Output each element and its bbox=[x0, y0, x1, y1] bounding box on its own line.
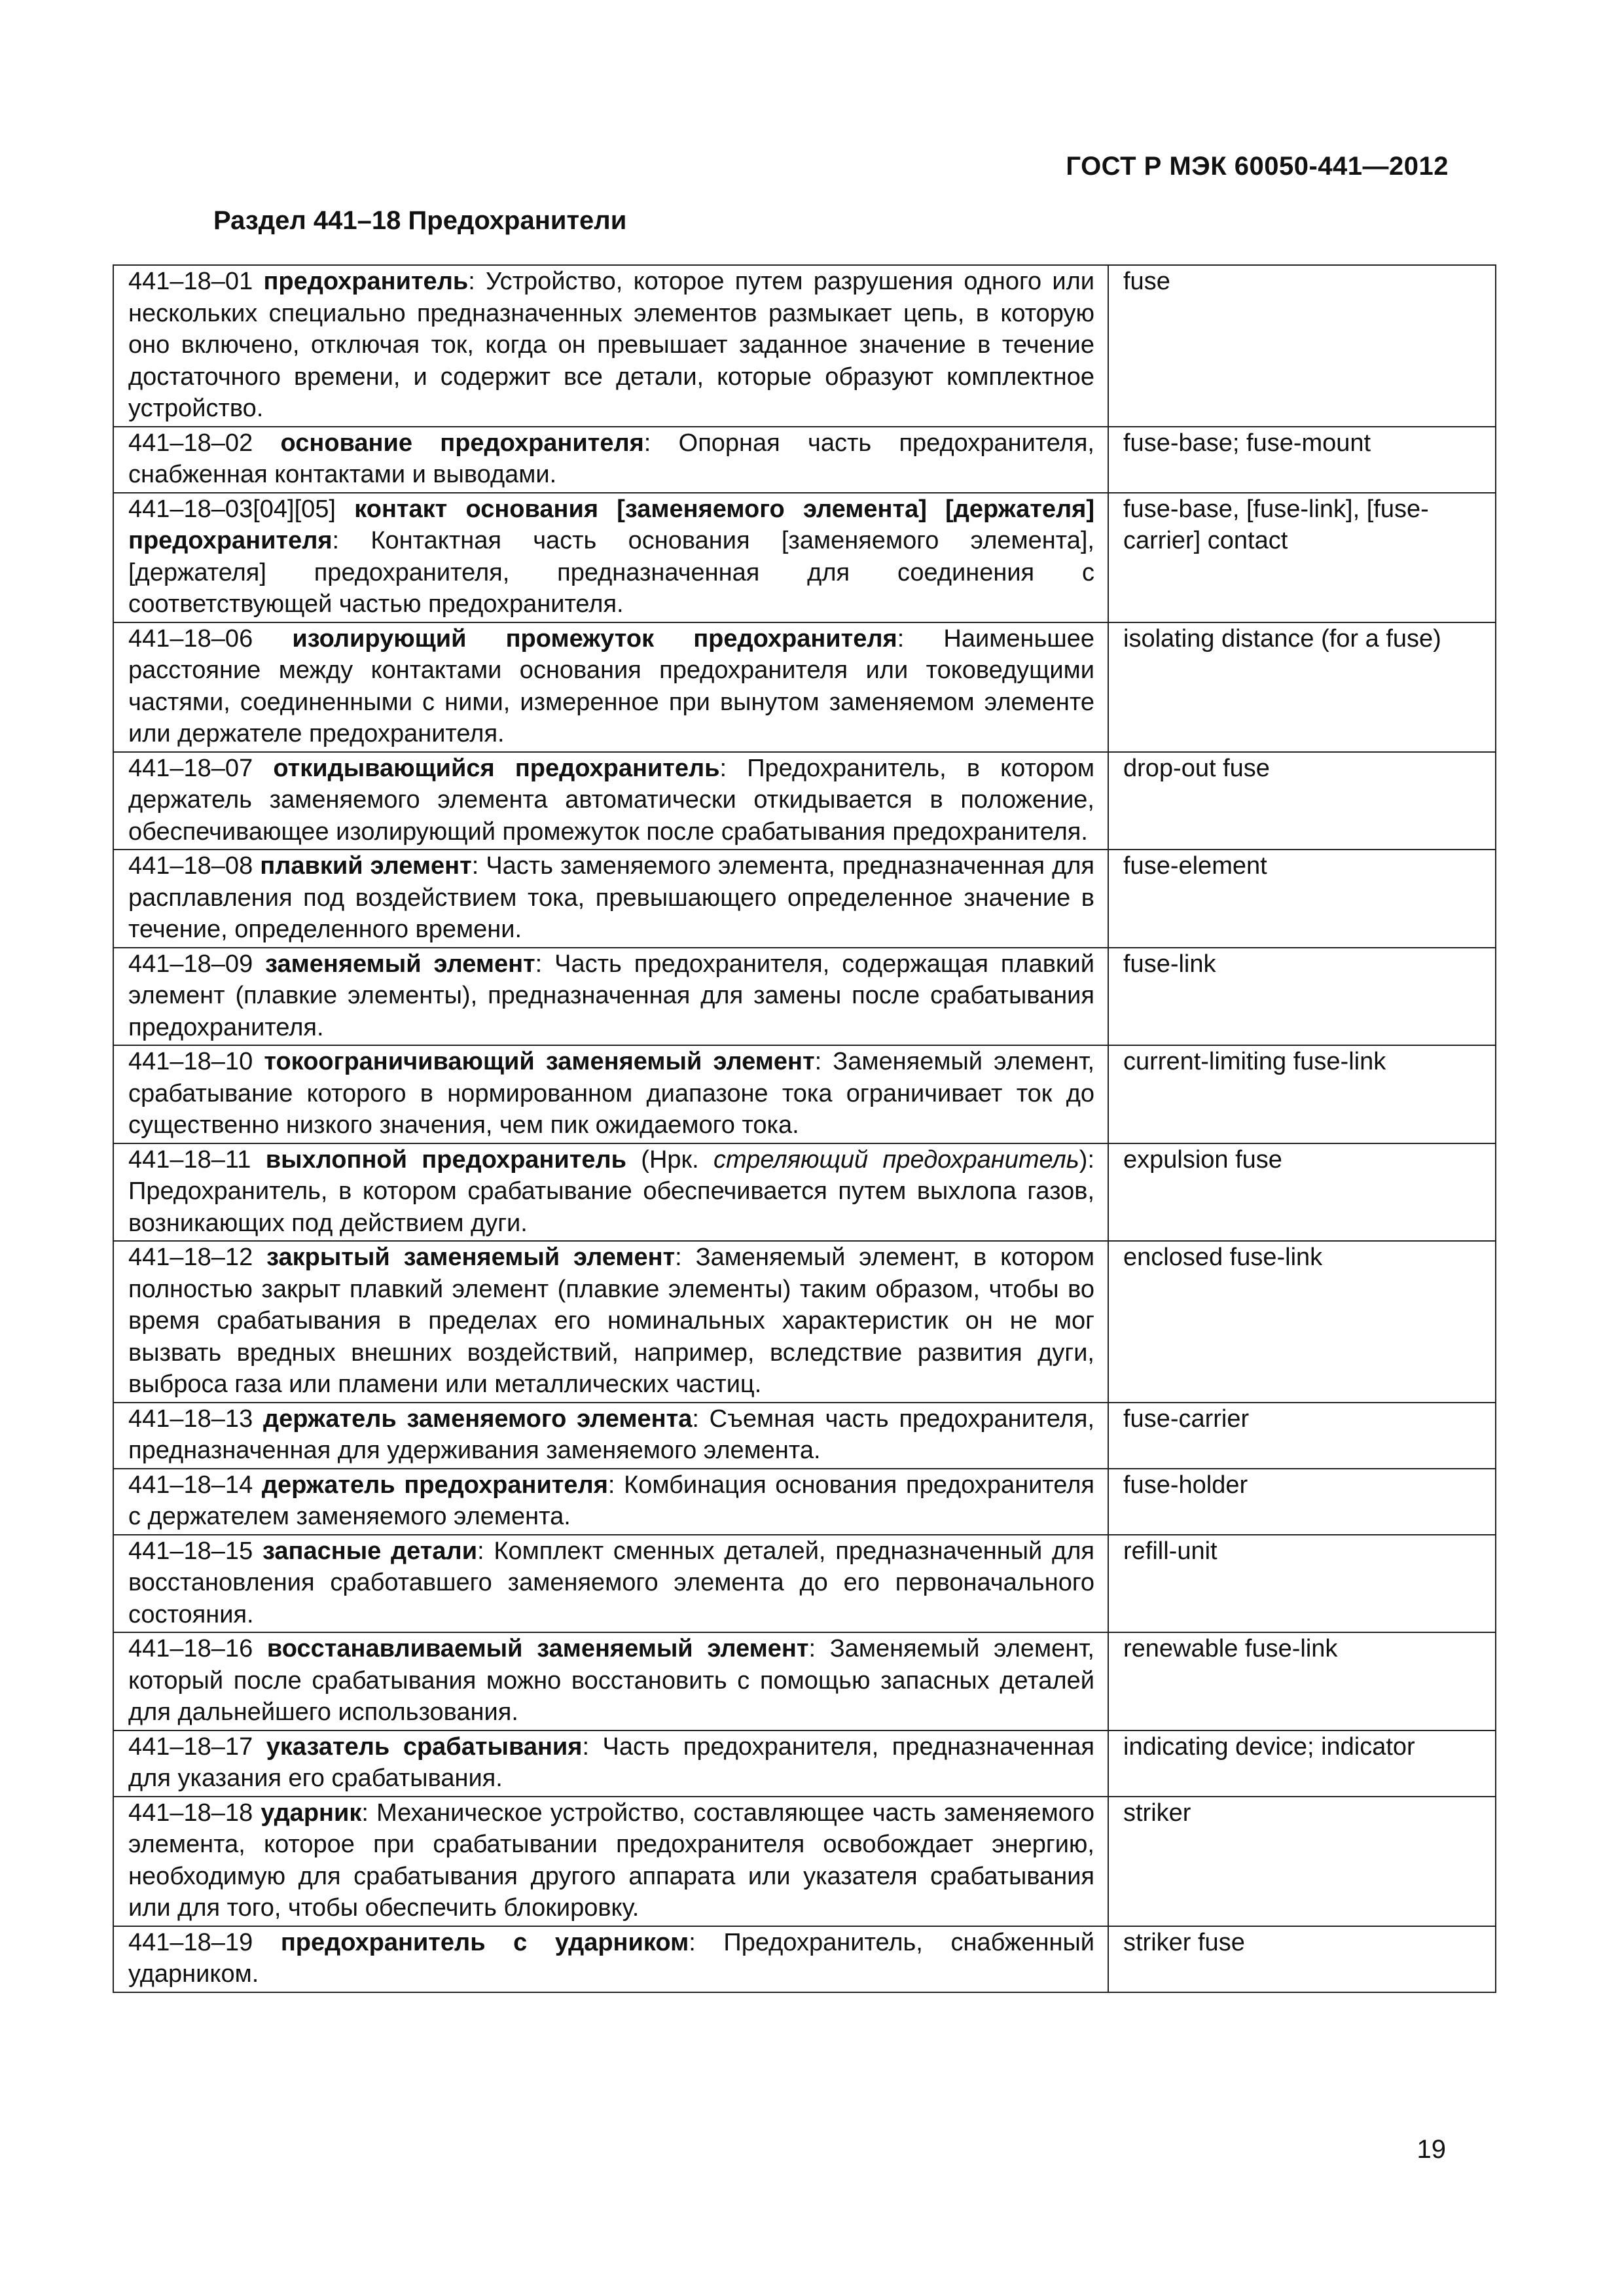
term-row bbox=[113, 850, 1496, 948]
term-number: 441–18–02 bbox=[128, 429, 253, 457]
term-number: 441–18–16 bbox=[128, 1635, 253, 1662]
term-row bbox=[113, 1241, 1496, 1403]
english-equivalent: enclosed fuse-link bbox=[1108, 1241, 1496, 1403]
english-equivalent: current-limiting fuse-link bbox=[1108, 1045, 1496, 1143]
term-definition-cell bbox=[113, 1469, 1108, 1535]
term-definition-cell bbox=[113, 1632, 1108, 1731]
term-row bbox=[113, 1143, 1496, 1242]
term-definition: ): Предохранитель, в котором срабатывание обеспечивается путем выхлопа газов, возникающих под действием дуги. bbox=[128, 1145, 1095, 1237]
term-row bbox=[113, 752, 1496, 850]
term-note-prefix: (Нрк. bbox=[626, 1145, 714, 1174]
english-equivalent: fuse-link bbox=[1108, 948, 1496, 1046]
term-definition: : Комбинация основания предохранителя с держателем заменяемого элемента. bbox=[128, 1471, 1095, 1530]
term-row bbox=[113, 493, 1496, 622]
term-row bbox=[113, 948, 1496, 1046]
term-definition-cell bbox=[113, 850, 1108, 948]
english-equivalent: fuse-holder bbox=[1108, 1469, 1496, 1535]
term-number: 441–18–09 bbox=[128, 950, 253, 978]
term-name: заменяемый элемент bbox=[265, 950, 535, 978]
term-name: плавкий элемент bbox=[260, 852, 472, 880]
english-equivalent: fuse bbox=[1108, 265, 1496, 427]
term-definition-cell bbox=[113, 1241, 1108, 1403]
term-name: изолирующий промежуток предохранителя bbox=[292, 624, 897, 653]
term-number: 441–18–13 bbox=[128, 1405, 253, 1433]
term-number: 441–18–03[04][05] bbox=[128, 495, 336, 523]
term-definition-cell bbox=[113, 752, 1108, 850]
section-title: Раздел 441–18 Предохранители bbox=[213, 206, 627, 235]
term-definition-cell bbox=[113, 427, 1108, 493]
term-number: 441–18–07 bbox=[128, 754, 253, 782]
english-equivalent: drop-out fuse bbox=[1108, 752, 1496, 850]
term-row bbox=[113, 427, 1496, 493]
term-definition: : Предохранитель, в котором держатель заменяемого элемента автоматически откидывается в положение, обеспечивающее изолирующий промежуток после срабатывания предохранителя. bbox=[128, 754, 1094, 846]
term-row bbox=[113, 1797, 1496, 1926]
term-definition-cell bbox=[113, 1731, 1108, 1797]
term-number: 441–18–14 bbox=[128, 1471, 253, 1499]
term-number: 441–18–15 bbox=[128, 1537, 253, 1565]
english-equivalent: striker fuse bbox=[1108, 1926, 1496, 1992]
english-equivalent: fuse-base, [fuse-link], [fuse-carrier] contact bbox=[1108, 493, 1496, 622]
term-definition: : Заменяемый элемент, который после срабатывания можно восстановить с помощью запасных деталей для дальнейшего использования. bbox=[128, 1635, 1094, 1726]
term-definition-cell bbox=[113, 1535, 1108, 1633]
term-row bbox=[113, 1632, 1496, 1731]
term-name: основание предохранителя bbox=[280, 429, 644, 457]
term-definition-cell bbox=[113, 1045, 1108, 1143]
english-equivalent: expulsion fuse bbox=[1108, 1143, 1496, 1242]
term-definition: : Предохранитель, снабженный ударником. bbox=[128, 1928, 1094, 1988]
term-definition: : Заменяемый элемент, в котором полностью закрыт плавкий элемент (плавкие элементы) таким образом, чтобы во время срабатывания в пределах его номинальных характеристик он не мог вызвать вредных внешних воздействий, например, вследствие развития дуги, выброса газа или пламени или металлических частиц. bbox=[128, 1244, 1094, 1398]
term-definition: : Опорная часть предохранителя, снабженная контактами и выводами. bbox=[128, 429, 1094, 488]
term-number: 441–18–08 bbox=[128, 852, 253, 880]
term-definition: : Заменяемый элемент, срабатывание которого в нормированном диапазоне тока ограничивает ток до существенно низкого значения, чем пик ожидаемого тока. bbox=[128, 1048, 1095, 1139]
term-definition-cell bbox=[113, 622, 1108, 752]
terms-table bbox=[113, 264, 1496, 1993]
term-number: 441–18–01 bbox=[128, 268, 253, 295]
english-equivalent: indicating device; indicator bbox=[1108, 1731, 1496, 1797]
term-definition-cell bbox=[113, 1143, 1108, 1242]
term-row bbox=[113, 1926, 1496, 1992]
term-row bbox=[113, 1403, 1496, 1469]
term-row bbox=[113, 622, 1496, 752]
term-number: 441–18–11 bbox=[128, 1145, 251, 1174]
term-definition: : Часть предохранителя, содержащая плавкий элемент (плавкие элементы), предназначенная для замены после срабатывания предохранителя. bbox=[128, 950, 1094, 1041]
term-deprecated-synonym: стреляющий предохранитель bbox=[713, 1145, 1079, 1174]
term-definition-cell bbox=[113, 948, 1108, 1046]
term-definition-cell bbox=[113, 493, 1108, 622]
term-name: закрытый заменяемый элемент bbox=[266, 1244, 676, 1271]
term-number: 441–18–06 bbox=[128, 624, 253, 653]
term-name: контакт основания [заменяемого элемента] [держателя] предохранителя bbox=[128, 495, 1094, 554]
term-row bbox=[113, 1731, 1496, 1797]
english-equivalent: fuse-element bbox=[1108, 850, 1496, 948]
term-number: 441–18–17 bbox=[128, 1732, 253, 1761]
term-name: откидывающийся предохранитель bbox=[273, 754, 720, 782]
term-number: 441–18–19 bbox=[128, 1928, 253, 1956]
english-equivalent: striker bbox=[1108, 1797, 1496, 1926]
term-name: держатель предохранителя bbox=[261, 1471, 608, 1499]
term-name: запасные детали bbox=[262, 1537, 478, 1565]
term-definition: : Наименьшее расстояние между контактами основания предохранителя или токоведущими частями, соединенными с ними, измеренное при вынутом заменяемом элементе или держателе предохранителя. bbox=[128, 624, 1094, 747]
term-definition: : Комплект сменных деталей, предназначенный для восстановления сработавшего заменяемого элемента до его первоначального состояния. bbox=[128, 1537, 1094, 1628]
english-equivalent: fuse-carrier bbox=[1108, 1403, 1496, 1469]
term-definition: : Контактная часть основания [заменяемого элемента], [держателя] предохранителя, предназначенная для соединения с соответствующей частью предохранителя. bbox=[128, 527, 1094, 618]
term-name: восстанавливаемый заменяемый элемент bbox=[266, 1635, 809, 1662]
document-id-header: ГОСТ Р МЭК 60050-441—2012 bbox=[1066, 152, 1449, 181]
term-definition: : Часть заменяемого элемента, предназначенная для расплавления под воздействием тока, превышающего определенное значение в течение, определенного времени. bbox=[128, 852, 1094, 943]
term-name: предохранитель bbox=[263, 268, 469, 295]
term-number: 441–18–18 bbox=[128, 1799, 253, 1827]
term-definition-cell bbox=[113, 1797, 1108, 1926]
term-name: указатель срабатывания bbox=[266, 1732, 583, 1761]
term-name: выхлопной предохранитель bbox=[265, 1145, 626, 1174]
term-name: токоограничивающий заменяемый элемент bbox=[264, 1048, 815, 1075]
term-row bbox=[113, 1045, 1496, 1143]
term-name: держатель заменяемого элемента bbox=[262, 1405, 693, 1433]
term-row bbox=[113, 1535, 1496, 1633]
term-definition: : Часть предохранителя, предназначенная для указания его срабатывания. bbox=[128, 1732, 1095, 1792]
english-equivalent: renewable fuse-link bbox=[1108, 1632, 1496, 1731]
term-definition-cell bbox=[113, 1403, 1108, 1469]
english-equivalent: isolating distance (for a fuse) bbox=[1108, 622, 1496, 752]
english-equivalent: fuse-base; fuse-mount bbox=[1108, 427, 1496, 493]
term-definition: : Съемная часть предохранителя, предназначенная для удерживания заменяемого элемента. bbox=[128, 1405, 1094, 1464]
term-definition-cell bbox=[113, 265, 1108, 427]
term-definition: : Механическое устройство, составляющее часть заменяемого элемента, которое при срабатывании предохранителя освобождает энергию, необходимую для срабатывания другого аппарата или указателя срабатывания или для того, чтобы обеспечить блокировку. bbox=[128, 1799, 1094, 1922]
english-equivalent: refill-unit bbox=[1108, 1535, 1496, 1633]
term-number: 441–18–10 bbox=[128, 1048, 253, 1075]
term-definition: : Устройство, которое путем разрушения одного или нескольких специально предназначенных элементов размыкает цепь, в которую оно включено, отключая ток, когда он превышает заданное значение в течение достаточного времени, и содержит все детали, которые образуют комплектное устройство. bbox=[128, 268, 1095, 422]
term-name: ударник bbox=[261, 1799, 362, 1827]
term-number: 441–18–12 bbox=[128, 1244, 253, 1271]
page-number: 19 bbox=[1416, 2135, 1446, 2164]
term-row bbox=[113, 1469, 1496, 1535]
term-name: предохранитель с ударником bbox=[280, 1928, 689, 1956]
term-row bbox=[113, 265, 1496, 427]
term-definition-cell bbox=[113, 1926, 1108, 1992]
